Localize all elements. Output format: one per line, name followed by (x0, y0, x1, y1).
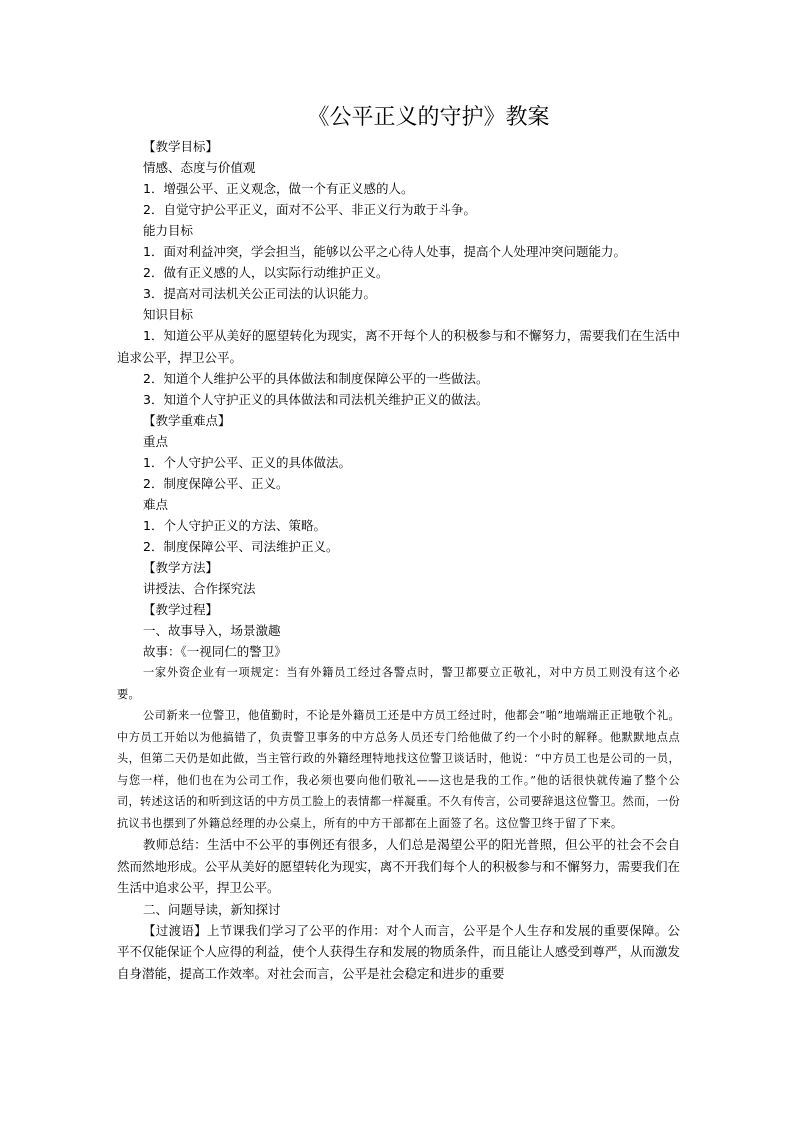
subheading-knowledge: 知识目标 (143, 307, 194, 322)
knowledge-item-3: 3．知道个人守护正义的具体做法和司法机关维护正义的做法。 (143, 392, 489, 407)
ability-item-2: 2．做有正义感的人，以实际行动维护正义。 (143, 265, 389, 280)
subheading-difficulty: 难点 (143, 497, 169, 512)
story-paragraph-1: 一家外资企业有一项规定：当有外籍员工经过各警点时，警卫都要立正敬礼，对中方员工则没有这个必要。 (117, 666, 680, 701)
method-text: 讲授法、合作探究法 (143, 581, 256, 596)
teacher-summary: 教师总结：生活中不公平的事例还有很多，人们总是渴望公平的阳光普照，但公平的社会不会自然而然地形成。公平从美好的愿望转化为现实，离不开我们每个人的积极参与和不懈努力，需要我们在生活中追求公平，捍卫公平。 (117, 837, 680, 895)
story-title: 故事：《一视同仁的警卫》 (143, 644, 287, 659)
emotion-item-2: 2．自觉守护公平正义，面对不公平、非正义行为敢于斗争。 (143, 202, 476, 217)
section-heading-goals: 【教学目标】 (143, 139, 219, 154)
section-heading-method: 【教学方法】 (143, 560, 219, 575)
process-step-1: 一、故事导入，场景激趣 (143, 623, 281, 638)
difficulty-item-1: 1．个人守护正义的方法、策略。 (143, 518, 326, 533)
emotion-item-1: 1．增强公平、正义观念，做一个有正义感的人。 (143, 181, 414, 196)
subheading-key: 重点 (143, 434, 169, 449)
document-page (117, 100, 680, 984)
key-item-1: 1．个人守护公平、正义的具体做法。 (143, 455, 351, 470)
subheading-emotion: 情感、态度与价值观 (143, 160, 256, 175)
subheading-ability: 能力目标 (143, 223, 194, 238)
ability-item-3: 3．提高对司法机关公正司法的认识能力。 (143, 286, 376, 301)
story-paragraph-2: 公司新来一位警卫，他值勤时，不论是外籍员工还是中方员工经过时，他都会“啪”地端端正正地敬个礼。中方员工开始以为他搞错了，负责警卫事务的中方总务人员还专门给他做了约一个小时的解释。他默默地点点头，但第二天仍是如此做，当主管行政的外籍经理特地找这位警卫谈话时，他说：“中方员工也是公司的一员，与您一样，他们也在为公司工作，我必须也要向他们敬礼——这也是我的工作。”他的话很快就传遍了整个公司，转述这话的和听到这话的中方员工脸上的表情都一样凝重。不久有传言，公司要辞退这位警卫。然而，一份抗议书也摆到了外籍总经理的办公桌上，所有的中方干部都在上面签了名。这位警卫终于留了下来。 (117, 709, 680, 830)
document-title: 《公平正义的守护》教案 (307, 105, 550, 130)
knowledge-item-2: 2．知道个人维护公平的具体做法和制度保障公平的一些做法。 (143, 371, 489, 386)
process-step-2: 二、问题导读，新知探讨 (143, 901, 281, 917)
section-heading-key-points: 【教学重难点】 (143, 413, 231, 428)
transition-paragraph: 【过渡语】上节课我们学习了公平的作用：对个人而言，公平是个人生存和发展的重要保障。公平不仅能保证个人应得的利益，使个人获得生存和发展的物质条件，而且能让人感受到尊严，从而激发自身潜能，提高工作效率。对社会而言，公平是社会稳定和进步的重要 (117, 922, 680, 981)
knowledge-item-1: 1．知道公平从美好的愿望转化为现实，离不开每个人的积极参与和不懈努力，需要我们在生活中追求公平，捍卫公平。 (117, 328, 680, 365)
key-item-2: 2．制度保障公平、正义。 (143, 476, 289, 491)
difficulty-item-2: 2．制度保障公平、司法维护正义。 (143, 539, 339, 554)
section-heading-process: 【教学过程】 (143, 602, 219, 617)
ability-item-1: 1．面对利益冲突，学会担当，能够以公平之心待人处事，提高个人处理冲突问题能力。 (143, 244, 626, 259)
